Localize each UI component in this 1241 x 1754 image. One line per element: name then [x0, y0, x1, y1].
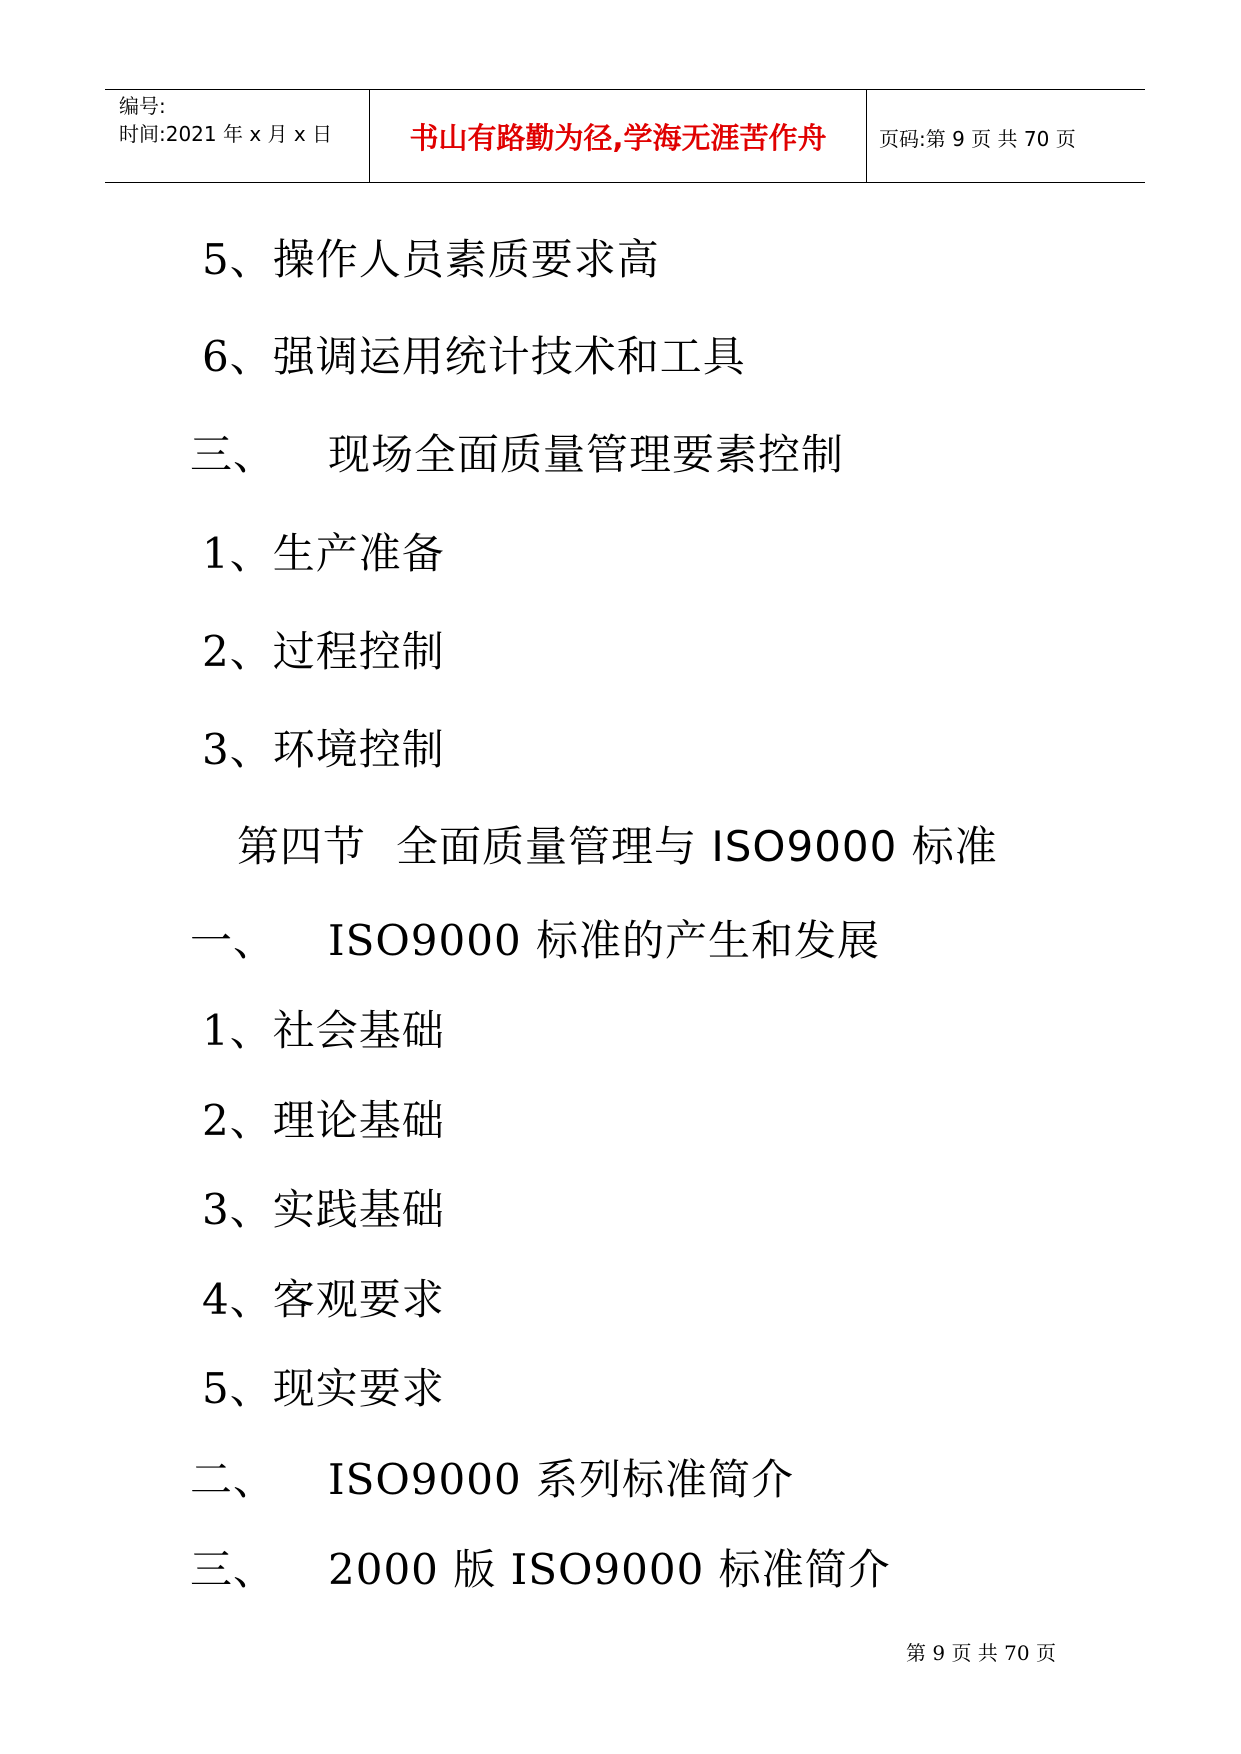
header-page-cell	[867, 90, 1145, 182]
item-number: 3、	[202, 1185, 273, 1234]
item-number: 2、	[202, 627, 273, 676]
item-text: 过程控制	[272, 627, 445, 676]
list-item	[202, 235, 660, 285]
motto-text: 书山有路勤为径,学海无涯苦作舟	[409, 120, 827, 155]
header-motto-cell	[370, 90, 867, 182]
item-text: 操作人员素质要求高	[272, 235, 660, 284]
list-item	[202, 1096, 445, 1146]
item-number: 1、	[202, 529, 273, 578]
list-item	[202, 1364, 445, 1414]
section-text: 现场全面质量管理要素控制	[328, 430, 845, 479]
page-footer: 第 9 页 共 70 页	[906, 1641, 1056, 1665]
item-text: 强调运用统计技术和工具	[272, 332, 746, 381]
item-text: 生产准备	[272, 529, 445, 578]
list-item	[202, 725, 445, 775]
item-number: 5、	[202, 1364, 273, 1413]
section-heading	[190, 916, 880, 966]
list-item	[202, 1275, 445, 1325]
time-label: 时间:2021 年 x 月 x 日	[119, 122, 333, 146]
list-item	[202, 529, 445, 579]
item-text: 实践基础	[272, 1185, 445, 1234]
section-heading	[190, 1545, 891, 1595]
item-number: 3、	[202, 725, 273, 774]
item-number: 1、	[202, 1006, 273, 1055]
item-number: 5、	[202, 235, 273, 284]
section-number: 二、	[190, 1455, 277, 1504]
item-number: 2、	[202, 1096, 273, 1145]
item-number: 6、	[202, 332, 273, 381]
list-item	[202, 332, 746, 382]
list-item	[202, 1185, 445, 1235]
chapter-title: 全面质量管理与 ISO9000 标准	[396, 822, 998, 871]
section-heading	[190, 430, 844, 480]
header-meta-cell	[105, 90, 370, 182]
item-text: 现实要求	[272, 1364, 445, 1413]
section-text: ISO9000 标准的产生和发展	[328, 916, 881, 965]
section-number: 三、	[190, 1545, 277, 1594]
list-item	[202, 1006, 445, 1056]
section-heading	[190, 1455, 794, 1505]
chapter-heading	[237, 822, 998, 872]
page-info: 页码:第 9 页 共 70 页	[879, 127, 1076, 151]
chapter-number: 第四节	[237, 822, 367, 871]
section-number: 一、	[190, 916, 277, 965]
item-number: 4、	[202, 1275, 273, 1324]
section-text: ISO9000 系列标准简介	[328, 1455, 795, 1504]
item-text: 理论基础	[272, 1096, 445, 1145]
section-number: 三、	[190, 430, 277, 479]
section-text: 2000 版 ISO9000 标准简介	[328, 1545, 891, 1594]
list-item	[202, 627, 445, 677]
number-label: 编号:	[119, 94, 166, 118]
page-header	[105, 89, 1145, 183]
item-text: 客观要求	[272, 1275, 445, 1324]
item-text: 社会基础	[272, 1006, 445, 1055]
item-text: 环境控制	[272, 725, 445, 774]
